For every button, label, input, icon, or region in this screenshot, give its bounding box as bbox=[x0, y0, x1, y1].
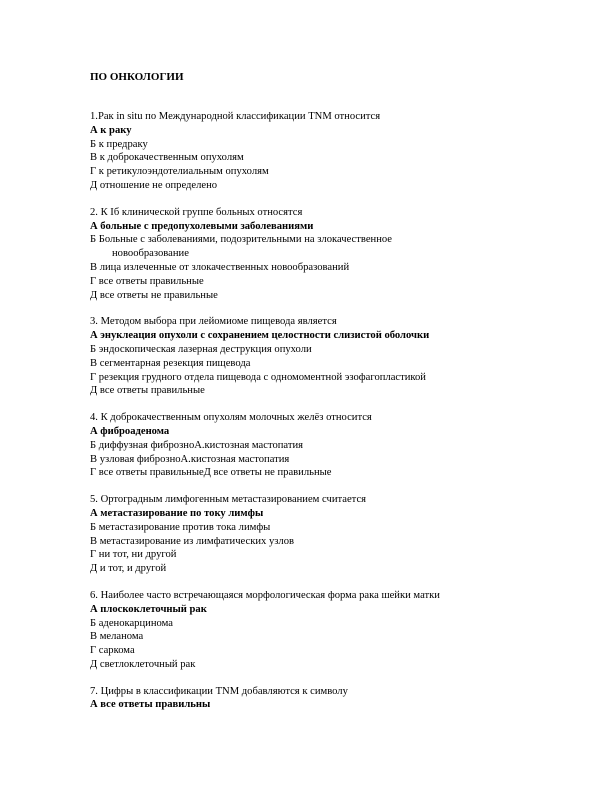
question-text: 1.Рак in situ по Международной классификации TNM относится bbox=[90, 111, 381, 122]
answer-option: Г ни тот, ни другой bbox=[90, 549, 177, 561]
question-4 bbox=[90, 411, 590, 480]
question-text: 7. Цифры в классификации TNM добавляются к символу bbox=[90, 685, 348, 697]
answer-option: Г к ретикулоэндотелиальным опухолям bbox=[90, 166, 269, 178]
answer-option: В к доброкачественным опухолям bbox=[90, 152, 244, 164]
answer-option-correct: А к раку bbox=[90, 124, 132, 136]
answer-option: Д все ответы не правильные bbox=[90, 289, 218, 301]
question-text: 6. Наиболее часто встречающаяся морфологическая форма рака шейки матки bbox=[90, 589, 440, 601]
question-1 bbox=[90, 110, 590, 193]
answer-option: Б аденокарцинома bbox=[90, 617, 173, 629]
document-page bbox=[90, 70, 590, 725]
answer-option-correct: А метастазирование по току лимфы bbox=[90, 507, 264, 519]
answer-option: Д и тот, и другой bbox=[90, 563, 167, 575]
answer-option: Д светлоклеточный рак bbox=[90, 658, 196, 670]
answer-option: В меланома bbox=[90, 631, 144, 643]
question-3 bbox=[90, 315, 590, 398]
answer-option: Б метастазирование против тока лимфы bbox=[90, 521, 271, 533]
answer-option: Д отношение не определено bbox=[90, 179, 218, 191]
answer-option: Б Больные с заболеваниями, подозрительными на злокачественное bbox=[90, 234, 392, 246]
answer-option: В лица излеченные от злокачественных новообразований bbox=[90, 261, 350, 273]
answer-option: Г саркома bbox=[90, 645, 135, 657]
question-text: 4. К доброкачественным опухолям молочных желёз относится bbox=[90, 412, 372, 424]
answer-option: В сегментарная резекция пищевода bbox=[90, 357, 251, 369]
question-5 bbox=[90, 493, 590, 576]
answer-option: Д все ответы правильные bbox=[90, 385, 205, 397]
question-7 bbox=[90, 685, 590, 713]
question-text: 3. Методом выбора при лейомиоме пищевода является bbox=[90, 316, 337, 328]
page-title: ПО ОНКОЛОГИИ bbox=[90, 71, 184, 83]
answer-option-correct: А энуклеация опухоли с сохранением целостности слизистой оболочки bbox=[90, 330, 430, 342]
question-text: 5. Ортоградным лимфогенным метастазированием считается bbox=[90, 494, 367, 506]
answer-option: Г все ответы правильные bbox=[90, 275, 204, 287]
question-6 bbox=[90, 589, 590, 672]
answer-option: Б эндоскопическая лазерная деструкция опухоли bbox=[90, 343, 312, 355]
answer-option-continuation: новообразование bbox=[112, 248, 189, 260]
answer-option-correct: А все ответы правильны bbox=[90, 699, 211, 711]
answer-option: Г все ответы правильныеД все ответы не правильные bbox=[90, 467, 332, 479]
answer-option-correct: А больные с предопухолевыми заболеваниями bbox=[90, 220, 314, 232]
answer-option-correct: А фиброаденома bbox=[90, 425, 170, 437]
answer-option-correct: А плоскоклеточный рак bbox=[90, 603, 207, 615]
answer-option: Б к предраку bbox=[90, 138, 148, 150]
question-text: 2. К Iб клинической группе больных относятся bbox=[90, 206, 303, 218]
answer-option: В метастазирование из лимфатических узлов bbox=[90, 535, 295, 547]
answer-option: Г резекция грудного отдела пищевода с одномоментной эзофагопластикой bbox=[90, 371, 426, 383]
answer-option: Б диффузная фиброзноА.кистозная мастопатия bbox=[90, 439, 304, 451]
question-2 bbox=[90, 206, 590, 303]
answer-option: В узловая фиброзноА.кистозная мастопатия bbox=[90, 453, 290, 465]
